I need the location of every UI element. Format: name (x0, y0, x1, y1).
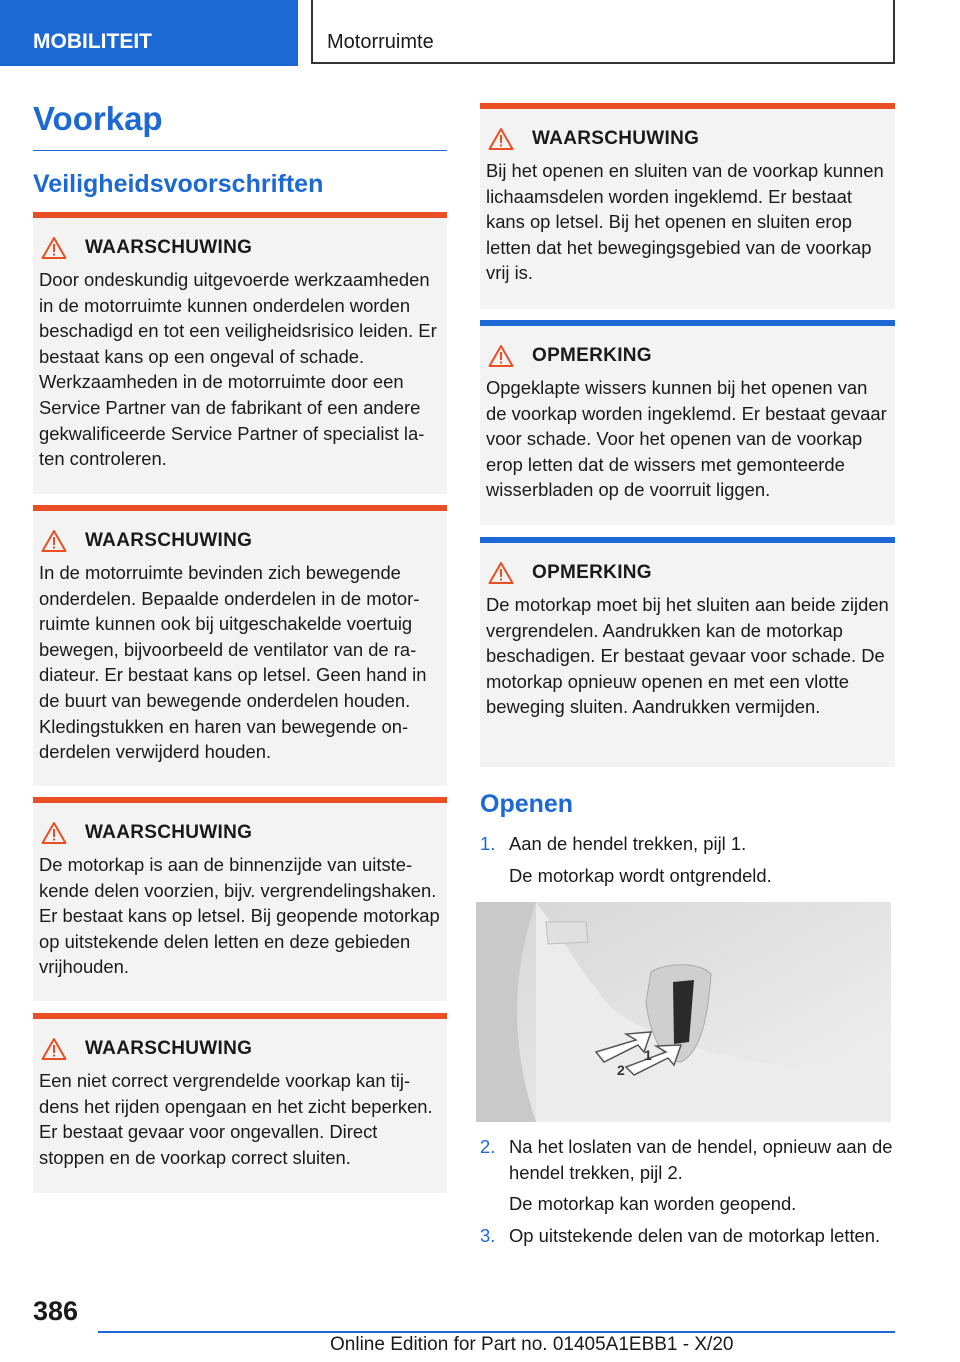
step-result: De motorkap wordt ontgrendeld. (509, 864, 772, 886)
warning-label: WAARSCHUWING (85, 1038, 253, 1059)
page-title: Voorkap (33, 100, 447, 151)
note-label: OPMERKING (532, 562, 652, 583)
note-box (480, 320, 895, 525)
warning-text: De motorkap is aan de binnenzijde van uitstekende delen voorzien, bijv. vergrendelingshaken. Er bestaat kans op letsel. Bij geopende motorkap op uitstekende delen letten en deze gebieden vrijhouden. (39, 854, 440, 978)
warning-triangle-icon (41, 236, 67, 260)
hood-release-illustration (476, 902, 891, 1122)
step-item (480, 1134, 895, 1217)
note-box (480, 537, 895, 767)
warning-triangle-icon (41, 821, 67, 845)
warning-text: Een niet correct vergrendelde voorkap kan tijdens het rijden opengaan en het zicht beperken. Er bestaat gevaar voor ongevallen. Direct stoppen en de voorkap correct sluiten. (39, 1070, 433, 1168)
step-number: 3. (480, 1225, 496, 1246)
openen-heading: Openen (480, 790, 574, 818)
topic-tab: Motorruimte (311, 0, 895, 64)
page-header (0, 0, 960, 66)
warning-triangle-icon (41, 529, 67, 553)
warning-text: Door ondeskundig uitgevoerde werkzaamheden in de motorruimte kunnen onderdelen worden beschadigd en tot een veiligheidsrisico leiden. Er bestaat kans op een ongeval of schade. Werkzaamheden in de motorruimte door een Service Partner van de fabrikant of een andere gekwalificeerde Service Partner of specialist laten controleren. (39, 269, 437, 470)
step-number: 2. (480, 1136, 496, 1157)
warning-triangle-icon (41, 1037, 67, 1061)
note-text: Opgeklapte wissers kunnen bij het openen van de voorkap worden ingeklemd. Er bestaat gevaar voor schade. Voor het openen van de voorkap erop letten dat de wissers met gemonteerde wisserbladen op de voorruit liggen. (486, 377, 887, 501)
warning-text: Bij het openen en sluiten van de voorkap kunnen lichaamsdelen worden ingeklemd. Er bestaat kans op letsel. Bij het openen en sluiten erop letten dat het bewegingsgebied van de voorkap vrij is. (486, 160, 884, 284)
note-text: De motorkap moet bij het sluiten aan beide zijden vergrendelen. Aandrukken kan de motorkap beschadigen. Er bestaat gevaar voor schade. De motorkap opnieuw openen en met een vlotte beweging sluiten. Aandrukken vermijden. (486, 594, 889, 718)
warning-text: In de motorruimte bevinden zich bewegende onderdelen. Bepaalde onderdelen in de motorruimte kunnen ook bij uitgeschakelde voertuig bewegen, bijvoorbeeld de ventilator van de radiateur. Er bestaat kans op letsel. Geen hand in de buurt van bewegende onderdelen houden. Kledingstukken en haren van bewegende onderdelen verwijderd houden. (39, 562, 427, 763)
warning-label: WAARSCHUWING (532, 128, 700, 149)
warning-box (33, 1013, 447, 1193)
warning-triangle-icon (488, 561, 514, 585)
step-text: Op uitstekende delen van de motorkap letten. (509, 1225, 881, 1246)
step-item (480, 1223, 895, 1249)
hood-release-figure (476, 902, 891, 1122)
section-subtitle: Veiligheidsvoorschriften (33, 170, 324, 198)
arrow-1-label: 1 (644, 1047, 652, 1063)
warning-triangle-icon (488, 127, 514, 151)
step-item (480, 831, 895, 888)
arrow-2-label: 2 (617, 1062, 625, 1078)
step-text: Na het loslaten van de hendel, opnieuw aan de hendel trekken, pijl 2. (509, 1136, 893, 1183)
step-text: Aan de hendel trekken, pijl 1. (509, 833, 747, 854)
step-number: 1. (480, 833, 496, 854)
note-label: OPMERKING (532, 345, 652, 366)
warning-label: WAARSCHUWING (85, 822, 253, 843)
warning-box (33, 797, 447, 1001)
warning-box (480, 103, 895, 309)
warning-label: WAARSCHUWING (85, 530, 253, 551)
section-tab: MOBILITEIT (0, 0, 298, 66)
footer-divider (98, 1331, 895, 1333)
warning-triangle-icon (488, 344, 514, 368)
warning-box (33, 212, 447, 494)
page-number: 386 (33, 1296, 79, 1326)
warning-label: WAARSCHUWING (85, 237, 253, 258)
warning-box (33, 505, 447, 786)
step-result: De motorkap kan worden geopend. (509, 1193, 797, 1215)
footer-edition: Online Edition for Part no. 01405A1EBB1 - X/20 (330, 1334, 734, 1355)
